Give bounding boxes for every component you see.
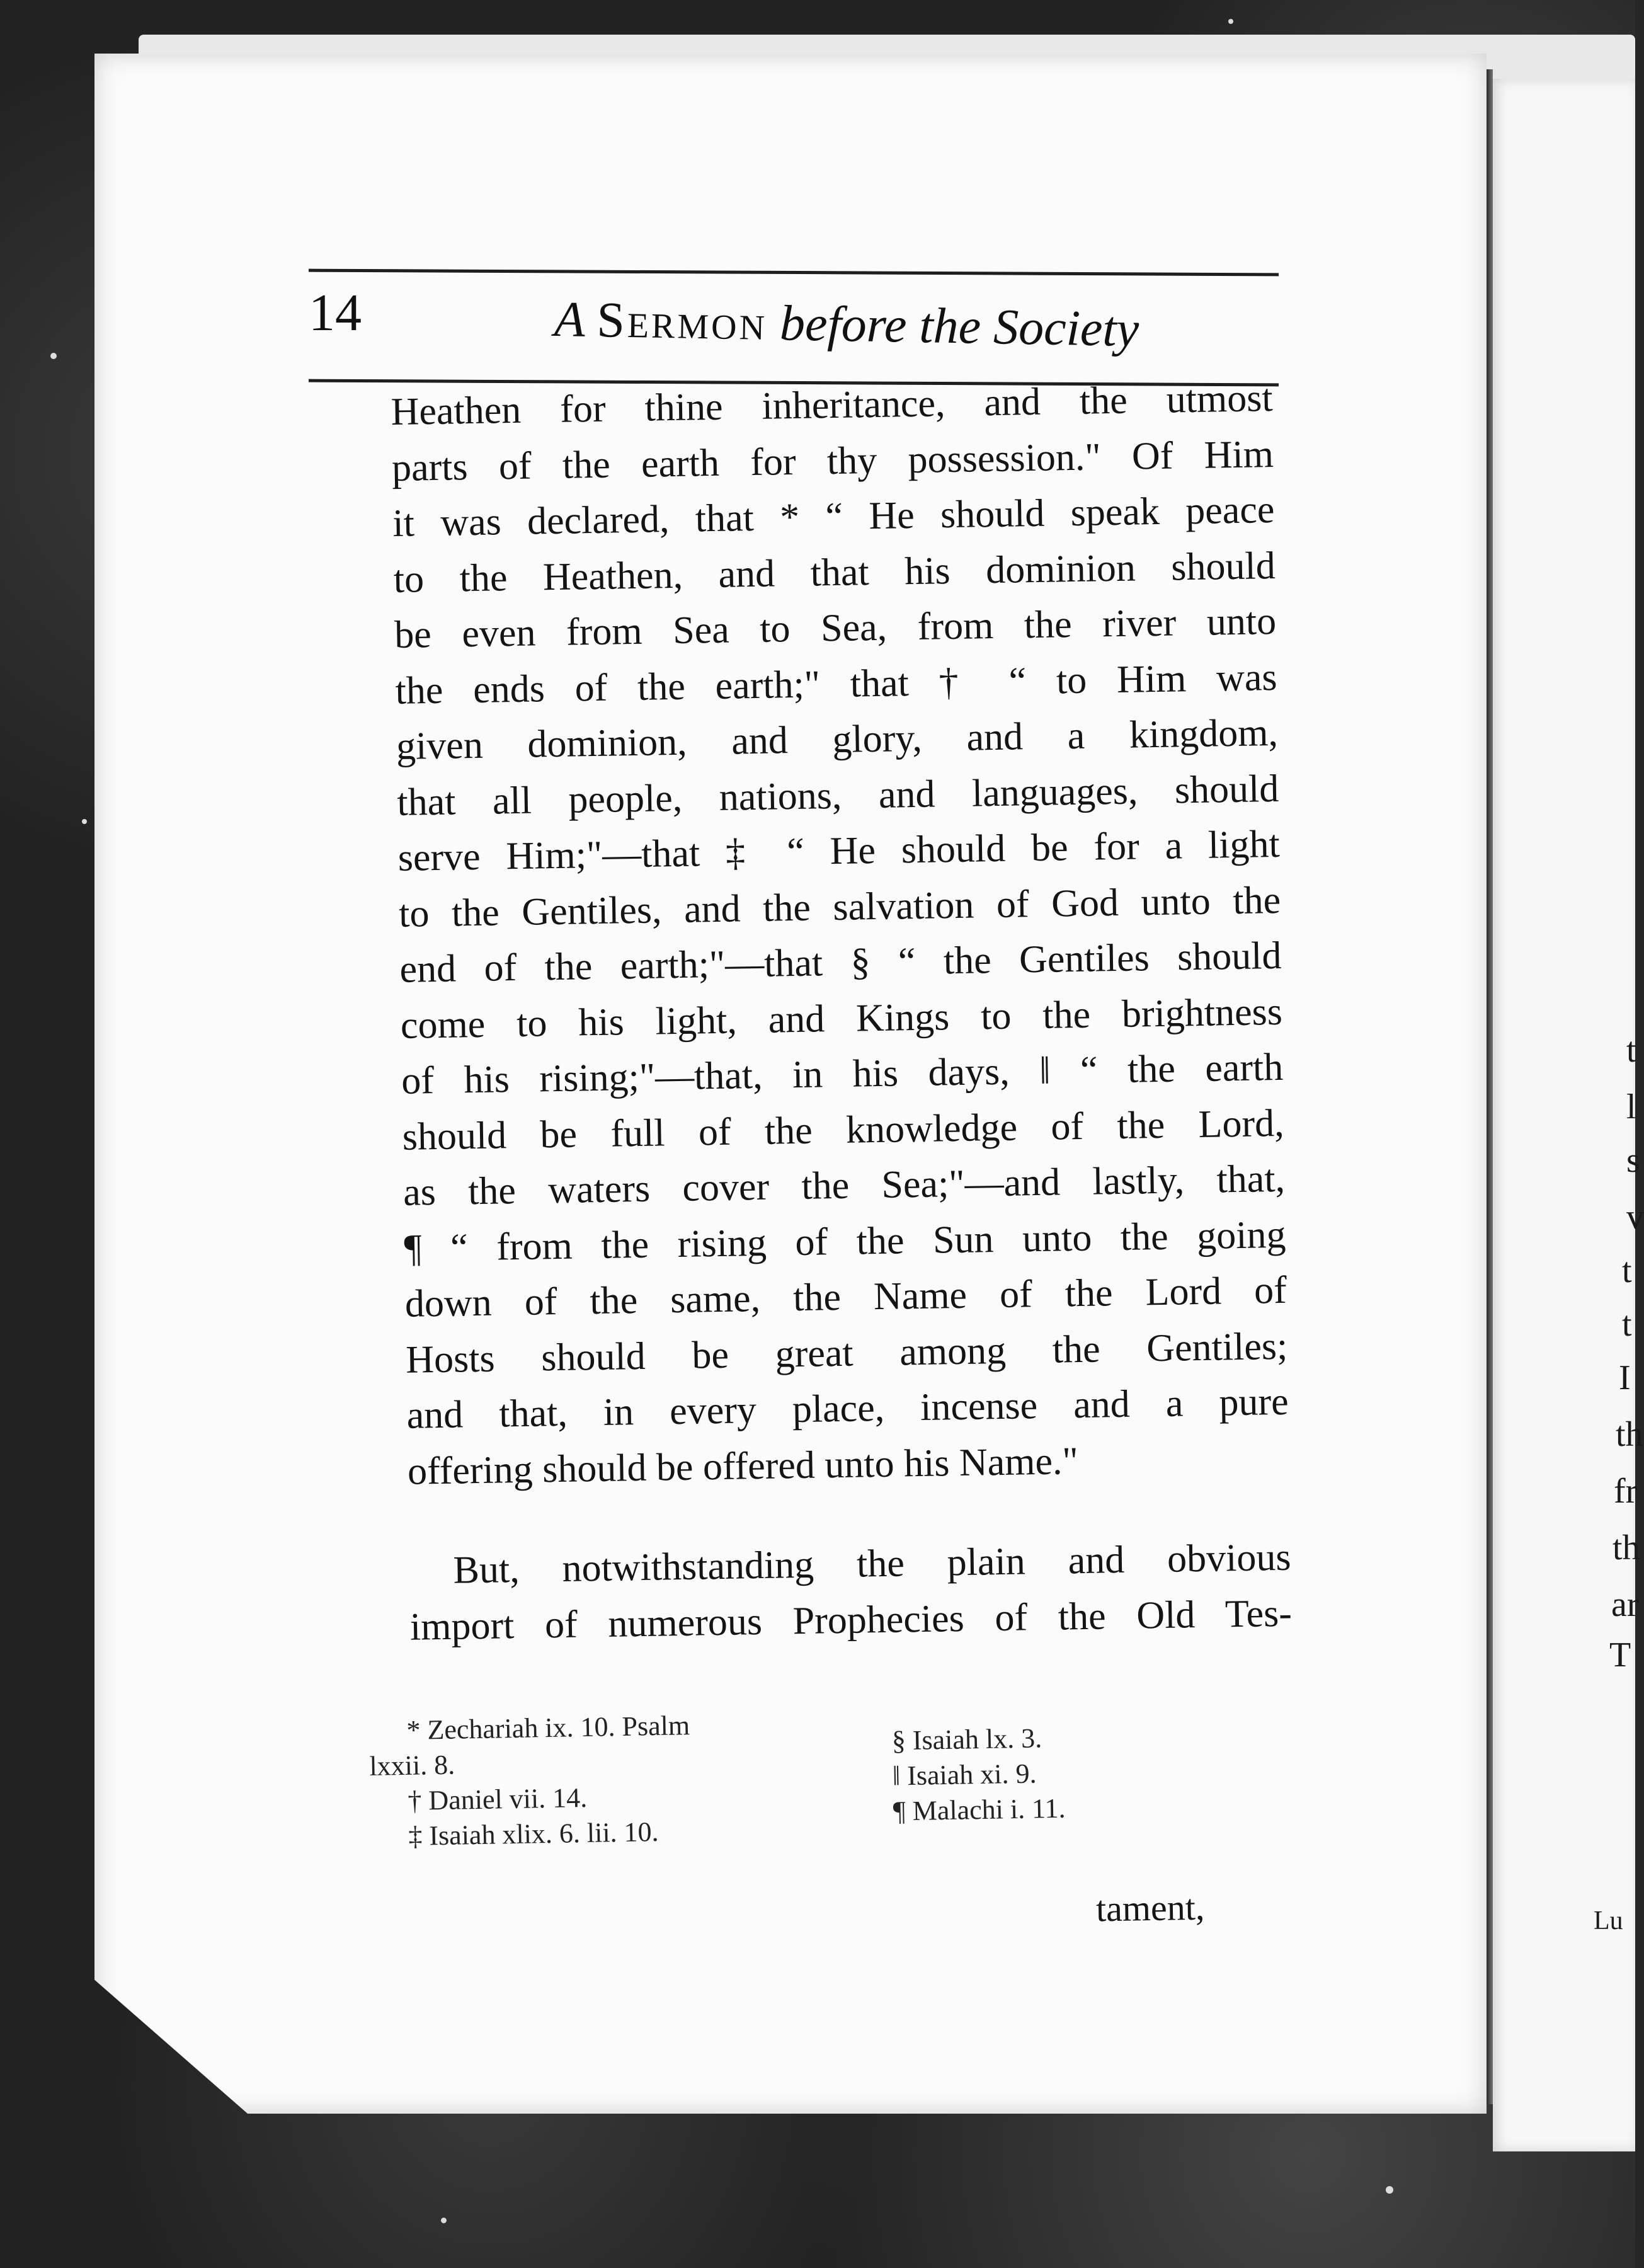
facing-page-fragment: Lu bbox=[1594, 1906, 1623, 1935]
facing-page-fragment: th bbox=[1616, 1415, 1643, 1454]
running-title bbox=[554, 291, 1139, 358]
running-title-smallcaps: Sermon bbox=[596, 292, 768, 351]
catchword: tament, bbox=[1095, 1886, 1205, 1930]
footnotes-left-column bbox=[368, 1706, 799, 1855]
facing-page-fragment: t bbox=[1622, 1305, 1632, 1344]
text-line: that all people, nations, and languages, should bbox=[396, 767, 1279, 824]
facing-page-fragment: t bbox=[1626, 1031, 1636, 1070]
paragraph-1 bbox=[391, 370, 1290, 1499]
text-line: as the waters cover the Sea;"—and lastly, that, bbox=[402, 1157, 1286, 1214]
dust-speck bbox=[82, 819, 87, 824]
text-line: it was declared, that * “ He should speak peace bbox=[392, 488, 1275, 545]
text-line: import of numerous Prophecies of the Old Tes- bbox=[409, 1591, 1293, 1649]
text-line: to the Gentiles, and the salvation of God unto the bbox=[398, 878, 1281, 936]
footnote-line: † Daniel vii. 14. bbox=[407, 1782, 588, 1816]
facing-page bbox=[1493, 79, 1644, 2151]
footnote-line: * Zechariah ix. 10. Psalm bbox=[406, 1710, 690, 1746]
facing-page-fragment: fr bbox=[1614, 1472, 1638, 1511]
text-line: to the Heathen, and that his dominion should bbox=[393, 544, 1276, 601]
facing-page-fragment: t bbox=[1622, 1251, 1632, 1290]
text-line: be even from Sea to Sea, from the river unto bbox=[394, 599, 1277, 656]
text-line: But, notwithstanding the plain and obvious bbox=[453, 1535, 1291, 1592]
text-line: down of the same, the Name of the Lord of bbox=[404, 1268, 1287, 1326]
footnote-line: lxxii. 8. bbox=[369, 1749, 455, 1782]
facing-page-fragment: s bbox=[1626, 1141, 1640, 1180]
text-line: Hosts should be great among the Gentiles; bbox=[405, 1324, 1288, 1382]
text-line: of his rising;"—that, in his days, ‖ “ the earth bbox=[401, 1045, 1284, 1102]
page-number: 14 bbox=[309, 284, 362, 342]
text-line: end of the earth;"—that § “ the Gentiles should bbox=[399, 934, 1282, 991]
text-line: should be full of the knowledge of the Lord, bbox=[402, 1101, 1285, 1159]
text-line: serve Him;"—that ‡ “ He should be for a light bbox=[397, 822, 1281, 879]
text-line: offering should be offered unto his Name." bbox=[407, 1439, 1079, 1493]
dust-speck bbox=[50, 353, 57, 359]
footnote-line: ¶ Malachi i. 11. bbox=[893, 1792, 1066, 1827]
text-line: the ends of the earth;" that † “ to Him was bbox=[395, 655, 1278, 713]
dust-speck bbox=[441, 2218, 447, 2223]
facing-page-fragment: ar bbox=[1611, 1585, 1639, 1624]
text-line: and that, in every place, incense and a pure bbox=[406, 1380, 1289, 1437]
body-text bbox=[391, 370, 1293, 1655]
running-title-prefix: A bbox=[554, 292, 585, 348]
text-line: Heathen for thine inheritance, and the utmost bbox=[391, 377, 1274, 433]
dust-speck bbox=[1228, 19, 1233, 24]
text-line: ¶ “ from the rising of the Sun unto the going bbox=[404, 1213, 1286, 1270]
text-line: given dominion, and glory, and a kingdom, bbox=[396, 711, 1279, 768]
footnote-line: § Isaiah lx. 3. bbox=[891, 1722, 1042, 1756]
dust-speck bbox=[1386, 2186, 1393, 2194]
facing-page-fragment: I bbox=[1619, 1358, 1631, 1397]
footnote-line: ‖ Isaiah xi. 9. bbox=[892, 1758, 1037, 1792]
text-line: parts of the earth for thy possession." Of Him bbox=[391, 432, 1274, 490]
running-title-suffix: before the Society bbox=[779, 295, 1139, 358]
facing-page-fragment: T bbox=[1609, 1635, 1631, 1675]
facing-page-fragment: th bbox=[1613, 1528, 1640, 1567]
text-line: come to his light, and Kings to the brightness bbox=[400, 990, 1283, 1047]
running-head bbox=[309, 271, 1279, 365]
footnotes-right-column bbox=[891, 1718, 1189, 1829]
paragraph-2 bbox=[409, 1530, 1293, 1655]
facing-page-fragment: l bbox=[1626, 1087, 1636, 1126]
facing-page-fragment: v bbox=[1626, 1198, 1644, 1237]
footnote-line: ‡ Isaiah xlix. 6. lii. 10. bbox=[408, 1816, 659, 1852]
